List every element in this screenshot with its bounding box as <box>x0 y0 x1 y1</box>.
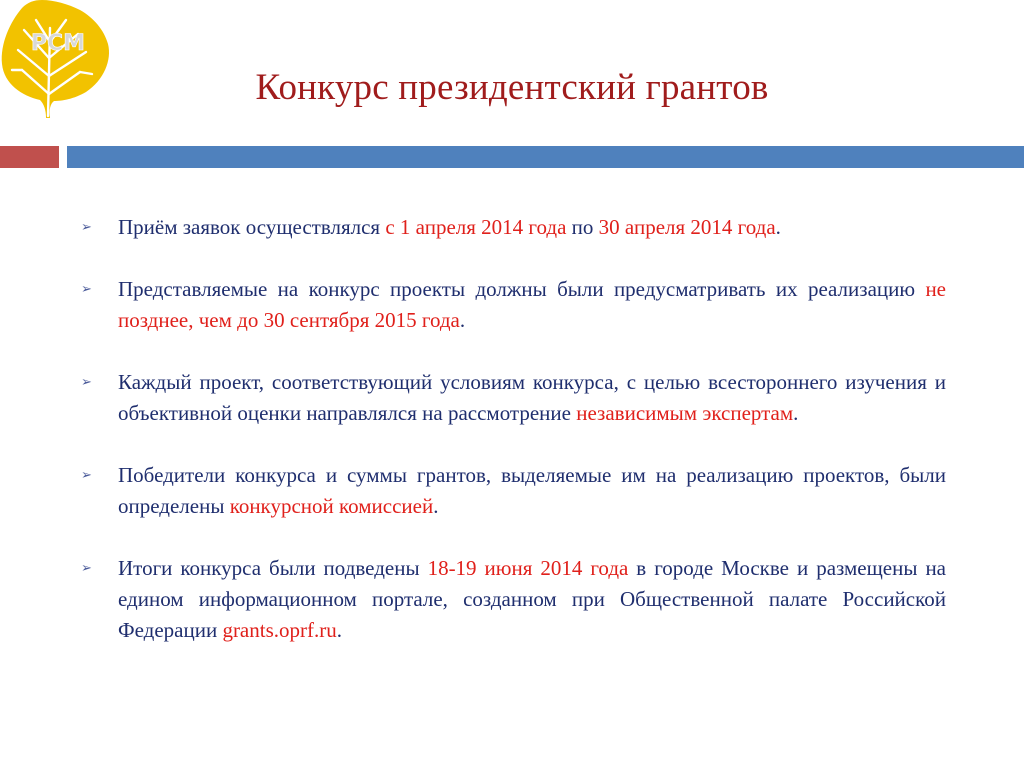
bullet-text <box>118 370 946 425</box>
text-run: Приём заявок осуществлялся <box>118 215 386 239</box>
divider-bar-blue <box>67 146 1024 168</box>
arrowhead-bullet-icon: ➢ <box>81 561 92 576</box>
arrowhead-bullet-icon: ➢ <box>81 282 92 297</box>
text-run: . <box>459 308 466 332</box>
highlight-run: 30 апреля 2014 года <box>598 215 776 239</box>
text-run: . <box>336 618 342 642</box>
text-run: . <box>433 494 439 518</box>
highlight-run: с 1 апреля 2014 года <box>385 215 567 239</box>
text-run: в городе Москве и размещены на едином информационном портале, созданном при Общественной палате Российской Федерации <box>118 556 947 642</box>
divider-bar-red <box>0 146 59 168</box>
text-run: Представляемые на конкурс проекты должны были предусматривать их реализацию <box>118 277 926 301</box>
arrowhead-bullet-icon: ➢ <box>81 220 92 235</box>
bullet-item <box>78 553 946 646</box>
page-title: Конкурс президентский грантов <box>255 67 769 108</box>
arrowhead-bullet-icon: ➢ <box>81 375 92 390</box>
bullet-list <box>78 212 946 677</box>
text-run: Победители конкурса и суммы грантов, выделяемые им на реализацию проектов, были определены <box>118 463 946 518</box>
bullet-text <box>118 463 946 518</box>
text-run: . <box>793 401 799 425</box>
arrowhead-bullet-icon: ➢ <box>81 468 92 483</box>
bullet-item <box>78 367 946 429</box>
bullet-item <box>78 274 946 336</box>
bullet-item <box>78 460 946 522</box>
text-run: Каждый проект, соответствующий условиям конкурса, с целью всестороннего изучения и объективной оценки направлялся на рассмотрение <box>118 370 946 425</box>
text-run: Итоги конкурса были подведены <box>118 556 428 580</box>
highlight-run: grants.oprf.ru <box>222 618 337 642</box>
highlight-run: конкурсной комиссией <box>229 494 434 518</box>
highlight-run: независимым экспертам <box>576 401 794 425</box>
text-run: . <box>775 215 781 239</box>
text-run: по <box>566 215 599 239</box>
highlight-run: не позднее, чем до 30 сентября 2015 года <box>118 277 946 332</box>
logo-text: РСМ <box>30 31 86 56</box>
bullet-text <box>118 277 946 332</box>
highlight-run: 18-19 июня 2014 года <box>427 556 629 580</box>
bullet-text <box>118 556 946 642</box>
bullet-item <box>78 212 946 243</box>
bullet-text <box>118 215 781 239</box>
